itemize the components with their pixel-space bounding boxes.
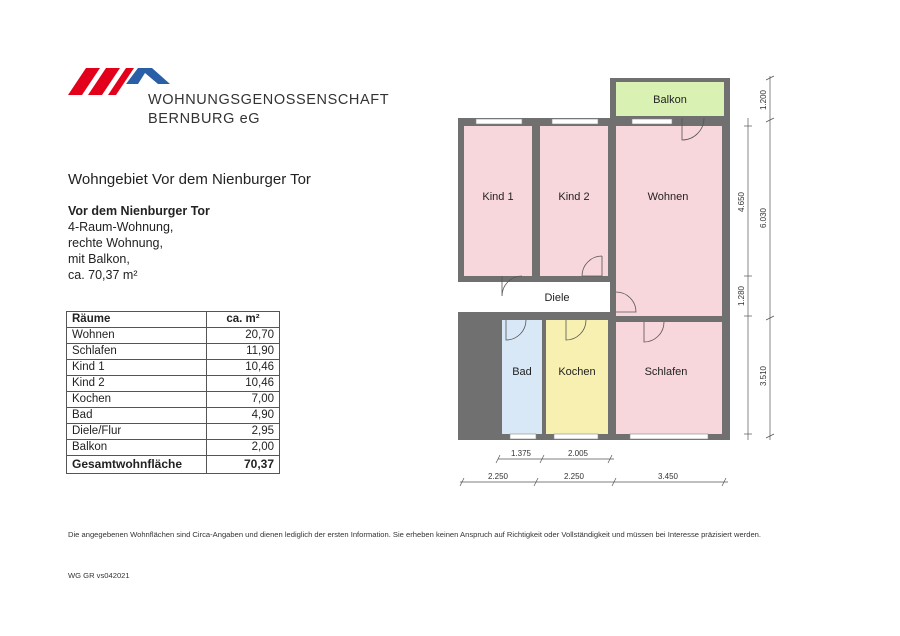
room-area: 10,46 (207, 376, 280, 392)
room-name: Kind 1 (67, 360, 207, 376)
floor-plan (450, 70, 795, 492)
table-header-row (67, 312, 280, 328)
table-row (67, 328, 280, 344)
apartment-type: 4-Raum-Wohnung, (68, 220, 174, 234)
logo-blue-roof (126, 68, 170, 84)
table-total-row (67, 456, 280, 474)
disclaimer-text: Die angegebenen Wohnflächen sind Circa-Angaben und dienen lediglich der ersten Information. Sie erheben keinen Anspruch auf Richtigkeit oder Vollständigkeit und müssen bei Interesse präzisiert werden. (68, 530, 762, 539)
org-name-line1: WOHNUNGSGENOSSENSCHAFT (148, 92, 390, 108)
room-name: Schlafen (67, 344, 207, 360)
room-name: Wohnen (67, 328, 207, 344)
label-kind2: Kind 2 (558, 191, 590, 203)
table-row (67, 440, 280, 456)
window-bad (510, 434, 536, 439)
header-area: ca. m² (207, 312, 280, 328)
window-schlafen (630, 434, 708, 439)
room-area: 20,70 (207, 328, 280, 344)
dim-2005: 2.005 (567, 449, 589, 458)
window-kind1 (476, 119, 522, 124)
label-schlafen: Schlafen (644, 366, 688, 378)
org-name-line2: BERNBURG eG (148, 111, 261, 127)
label-diele: Diele (544, 292, 570, 304)
apartment-area: ca. 70,37 m² (68, 268, 138, 282)
window-kind2 (552, 119, 598, 124)
room-area: 7,00 (207, 392, 280, 408)
dim-3510: 3.510 (759, 365, 768, 387)
total-label: Gesamtwohnfläche (67, 456, 207, 474)
corridor-notch (450, 282, 500, 312)
area-title: Wohngebiet Vor dem Nienburger Tor (68, 171, 311, 188)
dim-1200: 1.200 (759, 89, 768, 111)
room-area: 2,00 (207, 440, 280, 456)
dim-1375: 1.375 (510, 449, 532, 458)
table-row (67, 424, 280, 440)
table-row (67, 408, 280, 424)
dim-6030: 6.030 (759, 207, 768, 229)
header-room: Räume (67, 312, 207, 328)
table-row (67, 360, 280, 376)
label-bad: Bad (512, 366, 532, 378)
label-wohnen: Wohnen (647, 191, 689, 203)
table-row (67, 344, 280, 360)
room-name: Diele/Flur (67, 424, 207, 440)
dim-4650: 4.650 (737, 191, 746, 213)
version-code: WG GR vs042021 (68, 571, 130, 580)
apartment-balcony: mit Balkon, (68, 252, 130, 266)
label-kochen: Kochen (558, 366, 596, 378)
room-name: Kochen (67, 392, 207, 408)
table-row (67, 392, 280, 408)
room-area: 10,46 (207, 360, 280, 376)
dim-1280: 1.280 (737, 285, 746, 307)
room-schlafen (616, 322, 722, 434)
window-wohnen (632, 119, 672, 124)
dim-3450: 3.450 (657, 472, 679, 481)
horizontal-dimensions (460, 455, 728, 486)
room-name: Balkon (67, 440, 207, 456)
apartment-position: rechte Wohnung, (68, 236, 163, 250)
label-kind1: Kind 1 (482, 191, 514, 203)
dim-2250-left: 2.250 (487, 472, 509, 481)
dim-2250-mid: 2.250 (563, 472, 585, 481)
room-name: Kind 2 (67, 376, 207, 392)
room-name: Bad (67, 408, 207, 424)
room-area: 2,95 (207, 424, 280, 440)
room-wohnen (616, 126, 722, 316)
room-area: 4,90 (207, 408, 280, 424)
table-row (67, 376, 280, 392)
total-value: 70,37 (207, 456, 280, 474)
window-kochen (554, 434, 598, 439)
rooms-table (66, 311, 280, 474)
apartment-name: Vor dem Nienburger Tor (68, 204, 210, 218)
room-area: 11,90 (207, 344, 280, 360)
apartment-description (68, 203, 210, 283)
label-balkon: Balkon (653, 94, 687, 106)
